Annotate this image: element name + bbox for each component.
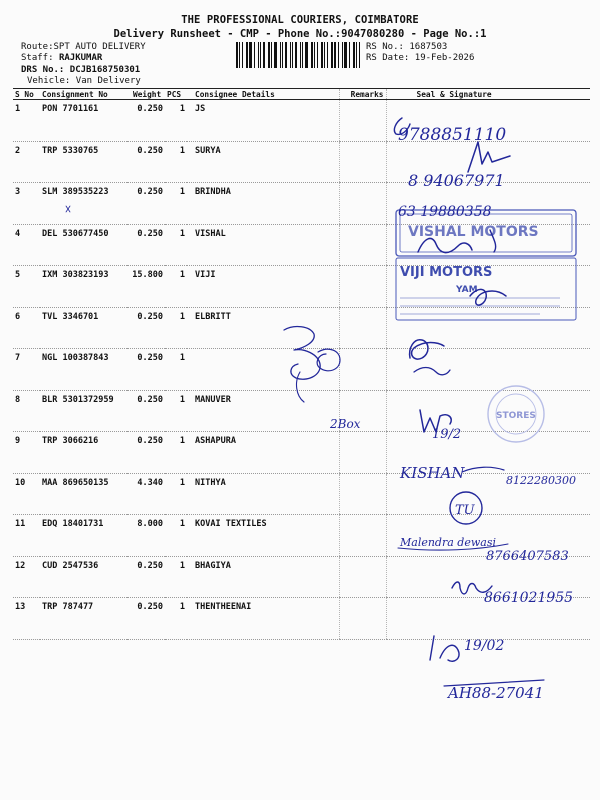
barcode-bar [349,42,350,68]
cell-seal [386,349,590,391]
drs-line [21,65,140,75]
row10-initials-text: TU [455,503,475,518]
barcode-bar [356,42,357,68]
cell-sno: 3 [13,183,40,225]
rs-no-value: 1687503 [409,42,448,52]
row2-phone-text: 8 94067971 [408,171,505,190]
col-remarks: Remarks [339,89,386,100]
cell-remarks [339,473,386,515]
table-row [13,266,590,308]
cell-pcs: 1 [165,349,187,391]
vehicle-line [27,76,141,86]
table-row [13,307,590,349]
table-row [13,141,590,183]
cell-consignment: TRP 3066216 [40,432,127,474]
cell-pcs: 1 [165,473,187,515]
cell-pcs: 1 [165,515,187,557]
col-consignee: Consignee Details [187,89,339,100]
barcode-bar [239,42,240,68]
cell-weight: 8.000 [127,515,165,557]
cell-weight: 4.340 [127,473,165,515]
row10-phone-text: 8122280300 [506,474,576,487]
barcode-bar [338,42,339,68]
barcode-bar [359,42,360,68]
cell-pcs: 1 [165,224,187,266]
cell-sno: 6 [13,307,40,349]
cell-consignee: BHAGIYA [187,556,339,598]
cell-consignee: JS [187,100,339,142]
cell-remarks [339,432,386,474]
cell-pcs: 1 [165,183,187,225]
cell-consignment: EDQ 18401731 [40,515,127,557]
barcode-bar [314,42,315,68]
cell-sno: 8 [13,390,40,432]
cell-weight: 0.250 [127,100,165,142]
row10-name-text: KISHAN [400,464,465,482]
cell-weight: 0.250 [127,224,165,266]
cell-consignee: ASHAPURA [187,432,339,474]
vehicle-value: Van Delivery [75,76,141,86]
table-body [13,100,590,640]
cell-consignee: BRINDHA [187,183,339,225]
cell-remarks [339,307,386,349]
row11-name-text: Malendra dewasi [400,536,496,549]
cell-consignee: VISHAL [187,224,339,266]
route-value: SPT AUTO DELIVERY [53,42,146,52]
cell-seal [386,224,590,266]
cell-sno: 11 [13,515,40,557]
barcode-bar [260,42,261,68]
cell-remarks [339,515,386,557]
barcode-bar [236,42,238,68]
table-row [13,556,590,598]
cell-pcs: 1 [165,100,187,142]
row13-note-text: AH88-27041 [448,684,544,702]
barcode-bar [342,42,343,68]
route-line [21,42,146,52]
cell-consignment: TVL 3346701 [40,307,127,349]
row13-date-text: 19/02 [464,638,505,654]
barcode-bar [317,42,318,68]
barcode-bar [254,42,255,68]
cell-pcs: 1 [165,598,187,640]
col-consignment: Consignment No [40,89,127,100]
cell-weight: 0.250 [127,390,165,432]
cell-consignee [187,349,339,391]
barcode-bar [249,42,252,68]
cell-sno: 1 [13,100,40,142]
rs-date-line [366,53,474,63]
cell-consignment: NGL 100387843 [40,349,127,391]
table-header-row [13,89,590,100]
staff-value: RAJKUMAR [58,53,103,63]
cell-remarks [339,390,386,432]
vijimotors-stamp-sub: YAM [456,285,478,295]
cell-seal [386,598,590,640]
rs-date-value: 19-Feb-2026 [414,53,475,63]
cell-weight: 0.250 [127,141,165,183]
col-seal: Seal & Signature [386,89,590,100]
cell-consignment: TRP 5330765 [40,141,127,183]
cell-pcs: 1 [165,307,187,349]
cell-consignee: THENTHEENAI [187,598,339,640]
cell-weight: 0.250 [127,307,165,349]
row1-phone-text: 9788851110 [398,125,507,145]
barcode-bar [353,42,355,68]
cell-sno: 13 [13,598,40,640]
cell-consignment: MAA 869650135 [40,473,127,515]
col-pcs: PCS [165,89,187,100]
cell-remarks [339,100,386,142]
rs-no-line [366,42,447,52]
cell-seal [386,432,590,474]
staff-label: Staff: [21,53,54,63]
cell-consignee: MANUVER [187,390,339,432]
cell-remarks [339,183,386,225]
cell-consignment: TRP 787477 [40,598,127,640]
signature-row-13 [430,636,544,702]
cell-consignment: IXM 303823193 [40,266,127,308]
cell-pcs: 1 [165,432,187,474]
runsheet-subtitle: Delivery Runsheet - CMP - Phone No.:9047080280 - Page No.:1 [113,28,487,40]
table-row [13,390,590,432]
row12-phone-text: 8661021955 [484,590,574,606]
barcode-bar [246,42,248,68]
row3-phone-text: 63 19880358 [398,204,492,220]
cell-consignment: DEL 530677450 [40,224,127,266]
barcode-bar [324,42,325,68]
table-row [13,473,590,515]
barcode [236,42,364,68]
barcode-bar [334,42,336,68]
vehicle-label: Vehicle: [27,76,71,86]
cell-consignment: CUD 2547536 [40,556,127,598]
cell-consignee: VIJI [187,266,339,308]
barcode-bar [242,42,243,68]
cell-sno: 5 [13,266,40,308]
cell-remarks [339,266,386,308]
table-row [13,432,590,474]
cell-consignment: BLR 5301372959 [40,390,127,432]
cell-weight: 0.250 [127,183,165,225]
barcode-bar [280,42,281,68]
cell-pcs: 1 [165,141,187,183]
cell-seal [386,183,590,225]
runsheet-table [13,88,590,640]
cell-pcs: 1 [165,266,187,308]
table-row [13,224,590,266]
barcode-bar [321,42,323,68]
barcode-bar [292,42,293,68]
staff-line [21,53,102,63]
cell-seal [386,515,590,557]
cell-consignment: PON 7701161 [40,100,127,142]
cell-pcs: 1 [165,390,187,432]
vijimotors-stamp-text: VIJI MOTORS [400,265,493,280]
cell-sno: 12 [13,556,40,598]
barcode-bar [344,42,347,68]
cell-weight: 0.250 [127,598,165,640]
cell-remarks [339,349,386,391]
cell-remarks [339,141,386,183]
cell-sno: 4 [13,224,40,266]
row8-note-text: 2Box [330,417,361,431]
barcode-bar [285,42,287,68]
cell-consignee: KOVAI TEXTILES [187,515,339,557]
cell-seal [386,390,590,432]
barcode-bar [327,42,328,68]
col-sno: S No [13,89,40,100]
stores-stamp-text: STORES [496,411,536,421]
barcode-bar [271,42,272,68]
cell-seal [386,556,590,598]
barcode-bar [282,42,283,68]
vishal-motors-stamp-text: VISHAL MOTORS [408,224,539,240]
drs-value: DCJB168750301 [69,65,141,75]
rs-date-label: RS Date: [366,53,410,63]
barcode-bar [300,42,301,68]
cell-seal [386,100,590,142]
barcode-bar [268,42,270,68]
barcode-bar [311,42,313,68]
cell-remarks [339,556,386,598]
cell-weight: 0.250 [127,432,165,474]
cell-consignment: SLM 389535223 [40,183,127,225]
route-label: Route: [21,42,54,52]
col-weight: Weight [127,89,165,100]
table-row [13,183,590,225]
cell-seal [386,307,590,349]
cell-sno: 7 [13,349,40,391]
table-row [13,515,590,557]
row8-date-text: 19/2 [432,427,462,442]
drs-label: DRS No.: [21,65,65,75]
barcode-bar [295,42,297,68]
cell-remarks [339,224,386,266]
cell-consignee: ELBRITT [187,307,339,349]
cell-seal [386,473,590,515]
barcode-bar [305,42,308,68]
cell-sno: 10 [13,473,40,515]
cell-pcs: 1 [165,556,187,598]
cell-weight: 15.800 [127,266,165,308]
cell-sno: 9 [13,432,40,474]
cell-weight: 0.250 [127,556,165,598]
barcode-bar [290,42,291,68]
row11-phone-text: 8766407583 [486,549,569,564]
table-row [13,598,590,640]
cell-seal [386,141,590,183]
rs-no-label: RS No.: [366,42,404,52]
cell-remarks [339,598,386,640]
cell-seal [386,266,590,308]
cell-consignee: SURYA [187,141,339,183]
cell-weight: 0.250 [127,349,165,391]
table-row [13,349,590,391]
barcode-bar [274,42,277,68]
company-title: THE PROFESSIONAL COURIERS, COIMBATORE [181,14,419,26]
cell-consignee: NITHYA [187,473,339,515]
barcode-bar [258,42,259,68]
barcode-bar [331,42,333,68]
table-row [13,100,590,142]
barcode-bar [302,42,303,68]
barcode-bar [263,42,265,68]
cell-sno: 2 [13,141,40,183]
